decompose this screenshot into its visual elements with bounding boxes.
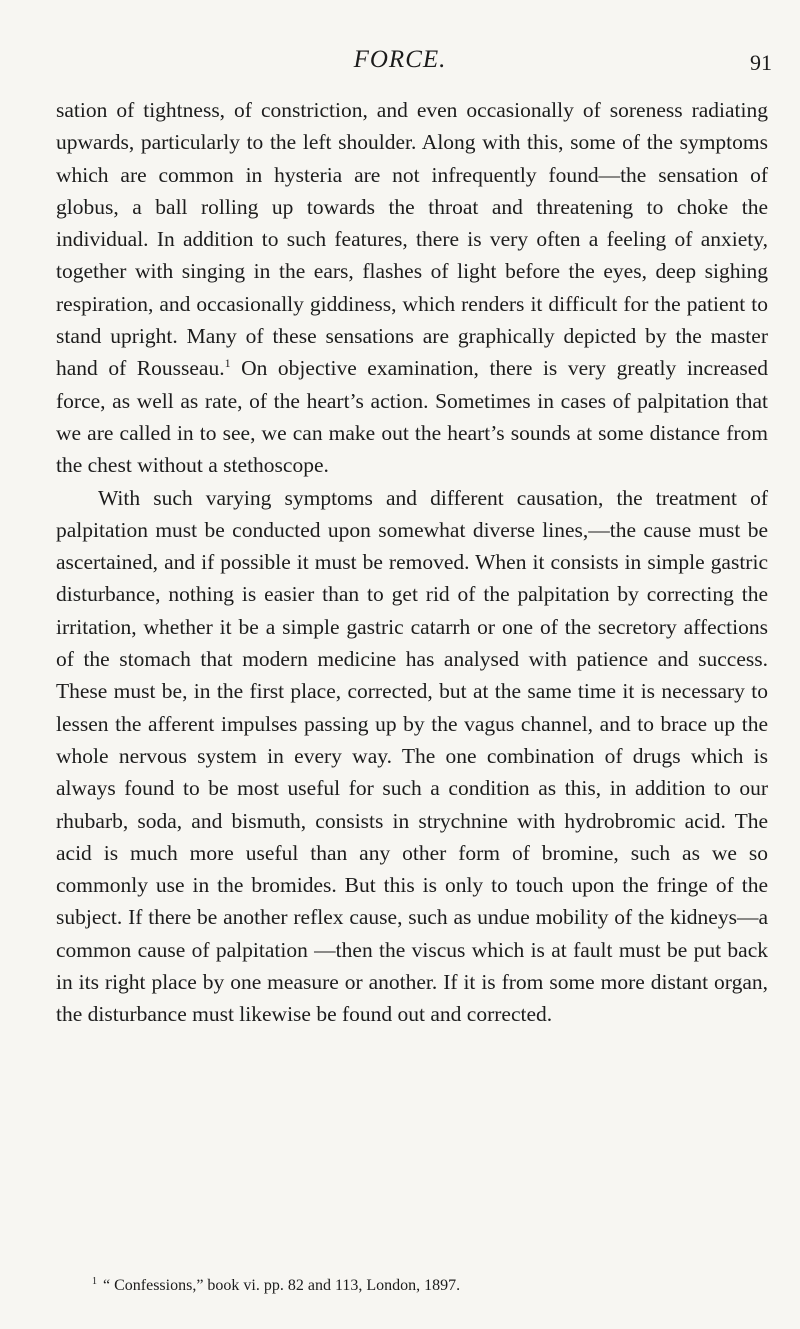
paragraph-text: On objective examination, there is very greatly increased force, as well as rate, of the heart’s action. Sometimes in cases of palpitation that we are called in to see, we can make out the heart’s sounds at some distance from the chest without a stethoscope. [56,356,768,478]
body-text [56,94,768,1031]
paragraph-continued [56,94,768,482]
page-number: 91 [750,50,772,75]
footnote-marker: 1 [92,1276,97,1287]
paragraph-treatment: With such varying symptoms and different causation, the treatment of palpitation must be conducted upon somewhat diverse lines,—the cause must be ascertained, and if possible it must be removed. When it consists in simple gastric disturbance, nothing is easier than to get rid of the palpitation by correcting the irritation, whether it be a simple gastric catarrh or one of the secretory affections of the stomach that modern medicine has analysed with patience and success. These must be, in the first place, corrected, but at the same time it is necessary to lessen the afferent impulses passing up by the vagus channel, and to brace up the whole nervous system in every way. The one combination of drugs which is always found to be most useful for such a condition as this, in addition to our rhubarb, soda, and bismuth, consists in strychnine with hydrobromic acid. The acid is much more useful than any other form of bromine, such as we so commonly use in the bromides. But this is only to touch upon the fringe of the subject. If there be another reflex cause, such as undue mobility of the kidneys—a common cause of palpitation —then the viscus which is at fault must be put back in its right place by one measure or another. If it is from some more distant organ, the disturbance must likewise be found out and corrected. [56,485,768,1027]
running-title: FORCE. [353,46,447,73]
running-head [0,44,800,84]
footnote [56,1275,768,1297]
footnote-text: “ Confessions,” book vi. pp. 82 and 113, London, 1897. [103,1277,461,1294]
paragraph-text: sation of tightness, of constriction, and even occasionally of soreness radiating upwards, particularly to the left shoulder. Along with this, some of the symptoms which are common in hysteria are not infrequently found—the sensation of globus, a ball rolling up towards the throat and threatening to choke the individual. In addition to such features, there is very often a feeling of anxiety, together with singing in the ears, flashes of light before the eyes, deep sighing respiration, and occasionally giddiness, which renders it difficult for the patient to stand upright. Many of these sensations are graphically depicted by the master hand of Rousseau. [56,98,768,381]
footnote-reference: 1 [224,356,231,371]
